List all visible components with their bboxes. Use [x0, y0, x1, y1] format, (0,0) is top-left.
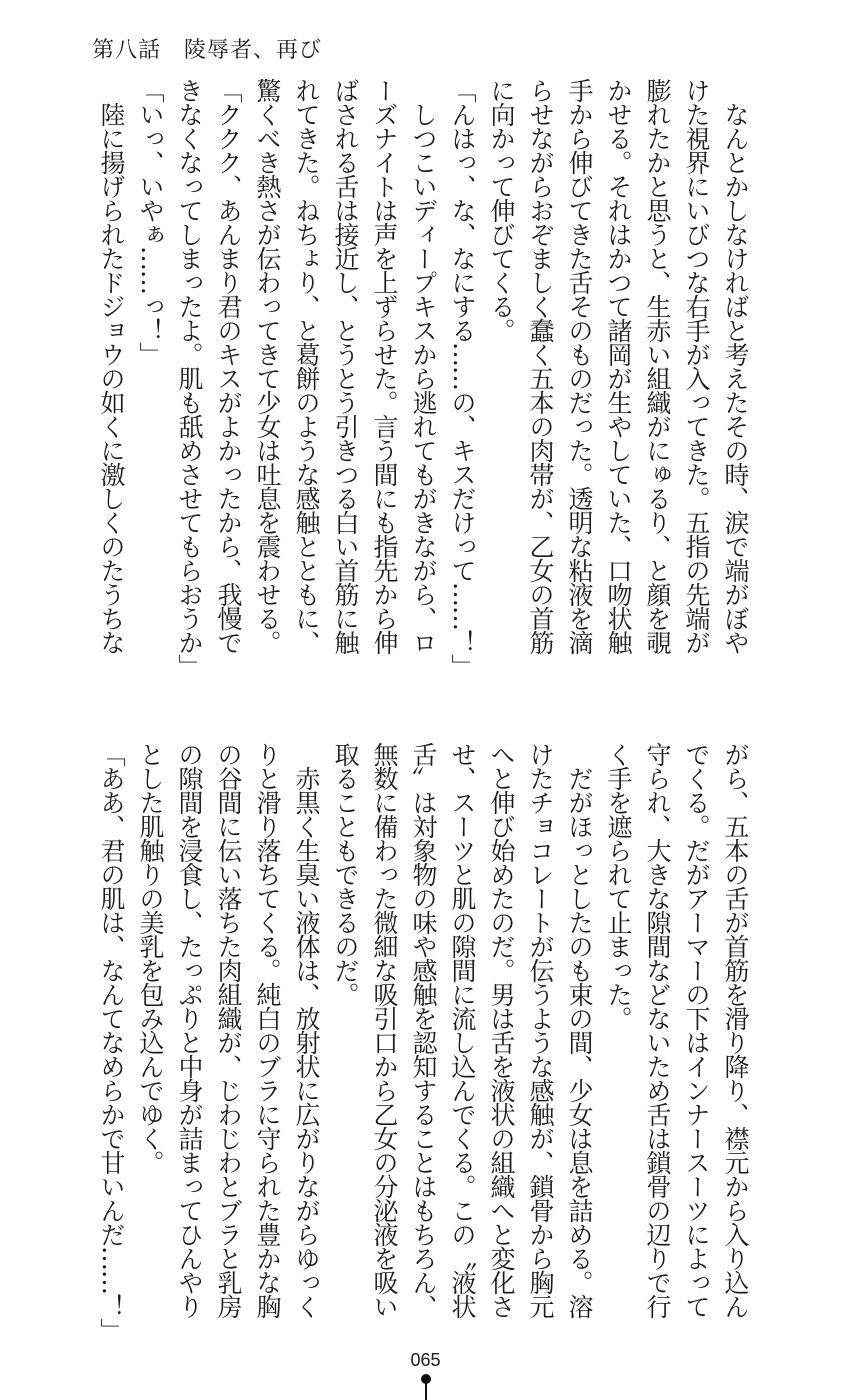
text-line: 取ることもできるのだ。	[331, 742, 360, 1006]
text-line: 「いっ、いやぁ……っ！」	[136, 78, 165, 366]
page-number: 065	[410, 1350, 441, 1370]
text-line: に向かって伸びてくる。	[487, 78, 516, 342]
text-line: けたチョコレートが伝うような感触が、鎖骨から胸元	[526, 742, 555, 1318]
text-line: の谷間に伝い落ちた肉組織が、じわじわとブラと乳房	[214, 742, 243, 1318]
text-line: せ、スーツと肌の隙間に流し込んでくる。この〝液状	[448, 742, 477, 1318]
text-line: けた視界にいびつな右手が入ってきた。五指の先端が	[682, 78, 711, 654]
text-line: しつこいディープキスから逃れてもがきながら、ロ	[409, 78, 438, 654]
text-line: れてきた。ねちょり、と葛餅のような感触とともに、	[292, 78, 321, 654]
text-line: 膨れたかと思うと、生赤い組織がにゅるり、と顔を覗	[643, 78, 672, 654]
text-line: ーズナイトは声を上ずらせた。言う間にも指先から伸	[370, 78, 399, 654]
text-line: 舌〟は対象物の味や感触を認知することはもちろん、	[409, 742, 438, 1318]
text-line: がら、五本の舌が首筋を滑り降り、襟元から入り込ん	[721, 742, 750, 1318]
text-line: なんとかしなければと考えたその時、涙で端がぼや	[721, 78, 750, 654]
text-line: の隙間を浸食し、たっぷりと中身が詰まってひんやり	[175, 742, 204, 1318]
text-line: く手を遮られて止まった。	[604, 742, 633, 1030]
text-line: りと滑り落ちてくる。純白のブラに守られた豊かな胸	[253, 742, 282, 1318]
text-line: かせる。それはかつて諸岡が生やしていた、口吻状触	[604, 78, 633, 654]
text-line: 驚くべき熱さが伝わってきて少女は吐息を震わせる。	[253, 78, 282, 654]
text-line: きなくなってしまったよ。肌も舐めさせてもらおうか」	[175, 78, 204, 678]
text-line: 守られ、大きな隙間などないため舌は鎖骨の辺りで行	[643, 742, 672, 1318]
text-line: 陸に揚げられたドジョウの如くに激しくのたうちな	[97, 78, 126, 654]
text-line: とした肌触りの美乳を包み込んでゆく。	[136, 742, 165, 1174]
bottom-text-block	[92, 742, 755, 1342]
text-line: 赤黒く生臭い液体は、放射状に広がりながらゆっく	[292, 742, 321, 1318]
page-marker-stem	[425, 1382, 427, 1400]
text-line: だがほっとしたのも束の間、少女は息を詰める。溶	[565, 742, 594, 1318]
text-line: 「ああ、君の肌は、なんてなめらかで甘いんだ……！」	[97, 742, 126, 1342]
chapter-title: 第八話 陵辱者、再び	[92, 38, 323, 63]
text-line: へと伸び始めたのだ。男は舌を液状の組織へと変化さ	[487, 742, 516, 1318]
text-line: でくる。だがアーマーの下はインナースーツによって	[682, 742, 711, 1318]
text-line: らせながらおぞましく蠢く五本の肉帯が、乙女の首筋	[526, 78, 555, 654]
text-line: 無数に備わった微細な吸引口から乙女の分泌液を吸い	[370, 742, 399, 1318]
top-text-block	[92, 78, 755, 678]
text-line: 手から伸びてきた舌そのものだった。透明な粘液を滴	[565, 78, 594, 654]
text-line: 「ククク、あんまり君のキスがよかったから、我慢で	[214, 78, 243, 654]
text-line: ばされる舌は接近し、とうとう引きつる白い首筋に触	[331, 78, 360, 654]
text-line: 「んはっ、な、なにする……の、キスだけって……！」	[448, 78, 477, 678]
